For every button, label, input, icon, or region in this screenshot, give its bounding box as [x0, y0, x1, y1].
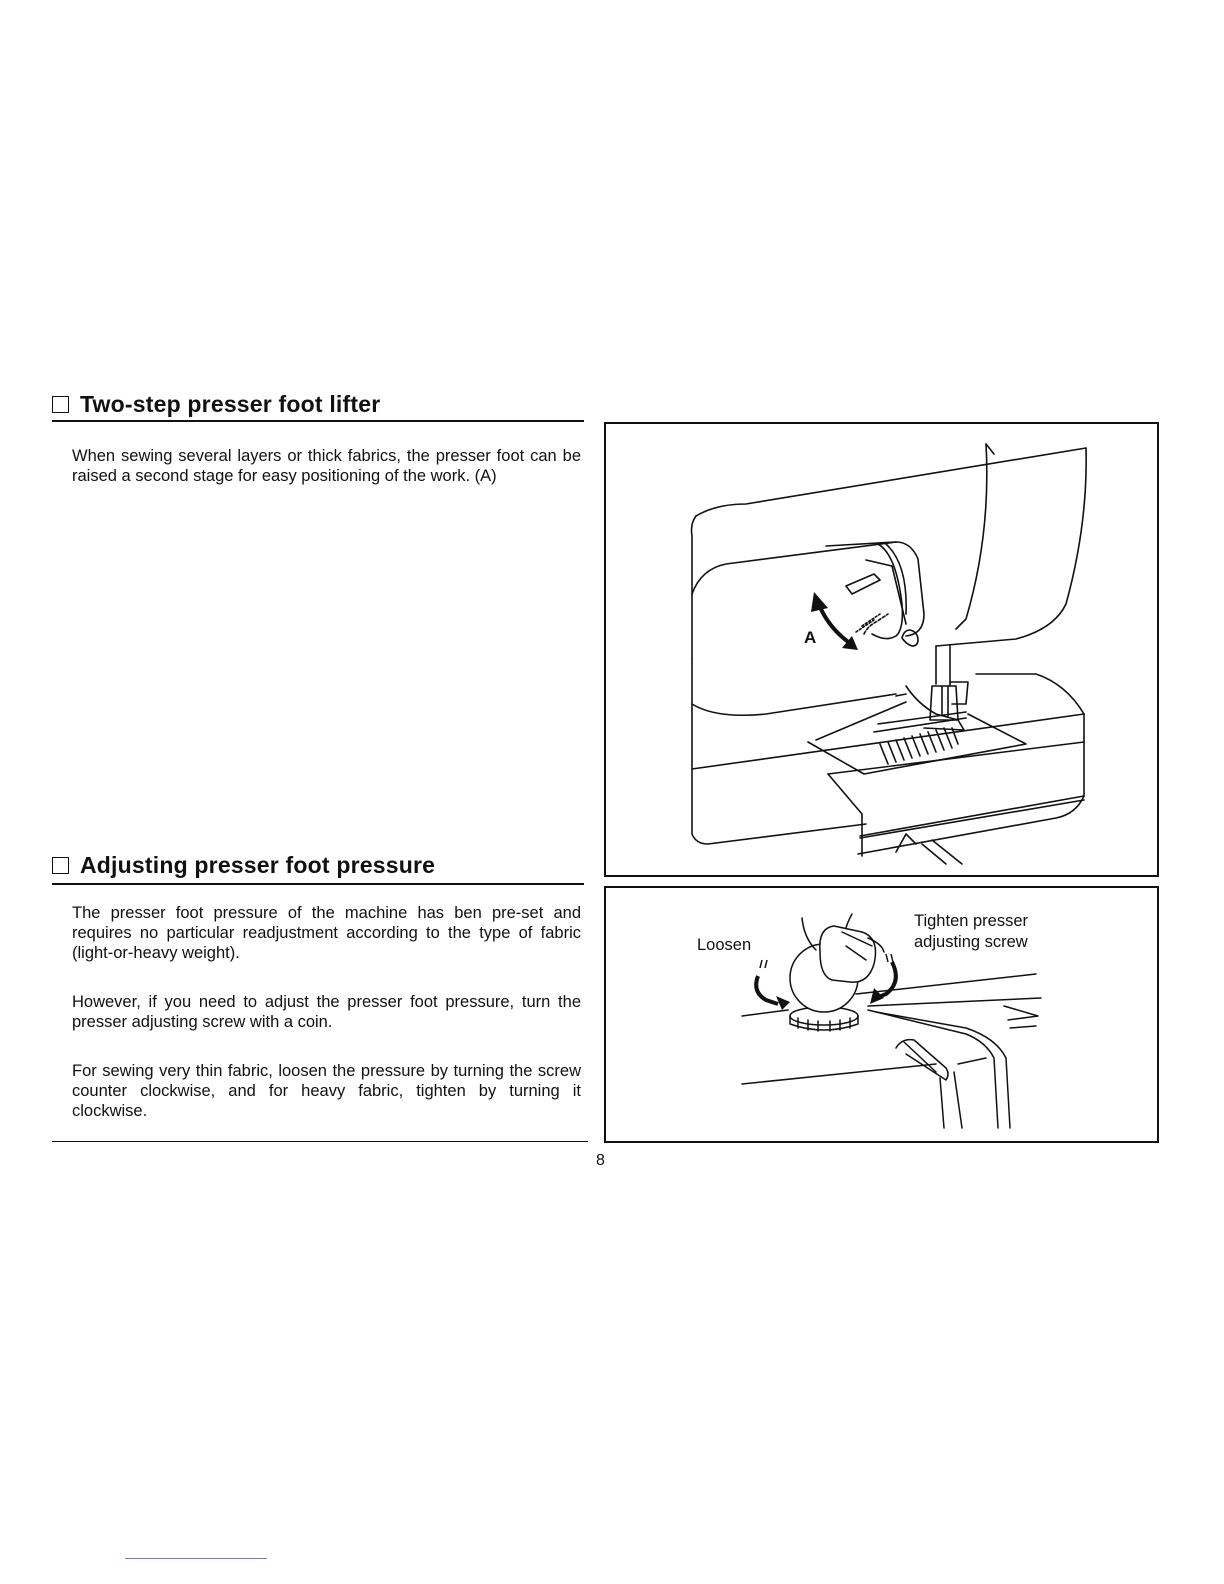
label-a: A [804, 628, 817, 647]
section-title: Two-step presser foot lifter [80, 390, 381, 417]
bottom-rule [52, 1141, 588, 1142]
section-heading-presser-foot-lifter [52, 388, 584, 422]
double-arrow-icon [606, 424, 1157, 875]
paragraph-pressure-fabric: For sewing very thin fabric, loosen the pressure by turning the screw counter clockwise, and for heavy fabric, tighten by turning it clockwise. [72, 1062, 581, 1120]
paragraph-pressure-intro: The presser foot pressure of the machine has ben pre-set and requires no particular readjustment according to the type of fabric (light-or-heavy weight). [72, 904, 581, 962]
paragraph-pressure-adjust: However, if you need to adjust the presser foot pressure, turn the presser adjusting screw with a coin. [72, 993, 581, 1031]
label-tighten-line2: adjusting screw [914, 933, 1028, 951]
label-loosen: Loosen [697, 936, 752, 954]
page-number: 8 [596, 1152, 605, 1169]
section-title: Adjusting presser foot pressure [80, 852, 436, 878]
figure-presser-foot-lifter [604, 422, 1159, 877]
figure-pressure-screw [604, 886, 1159, 1143]
paragraph-lifter: When sewing several layers or thick fabrics, the presser foot can be raised a second stage for easy positioning of the work. (A) [72, 447, 581, 485]
section-heading-presser-foot-pressure [52, 848, 584, 885]
rotate-arrows-icon [606, 888, 1157, 1141]
label-tighten-line1: Tighten presser [914, 912, 1029, 930]
checkbox-icon [52, 396, 69, 413]
decorative-line [125, 1558, 267, 1559]
checkbox-icon [52, 857, 69, 874]
